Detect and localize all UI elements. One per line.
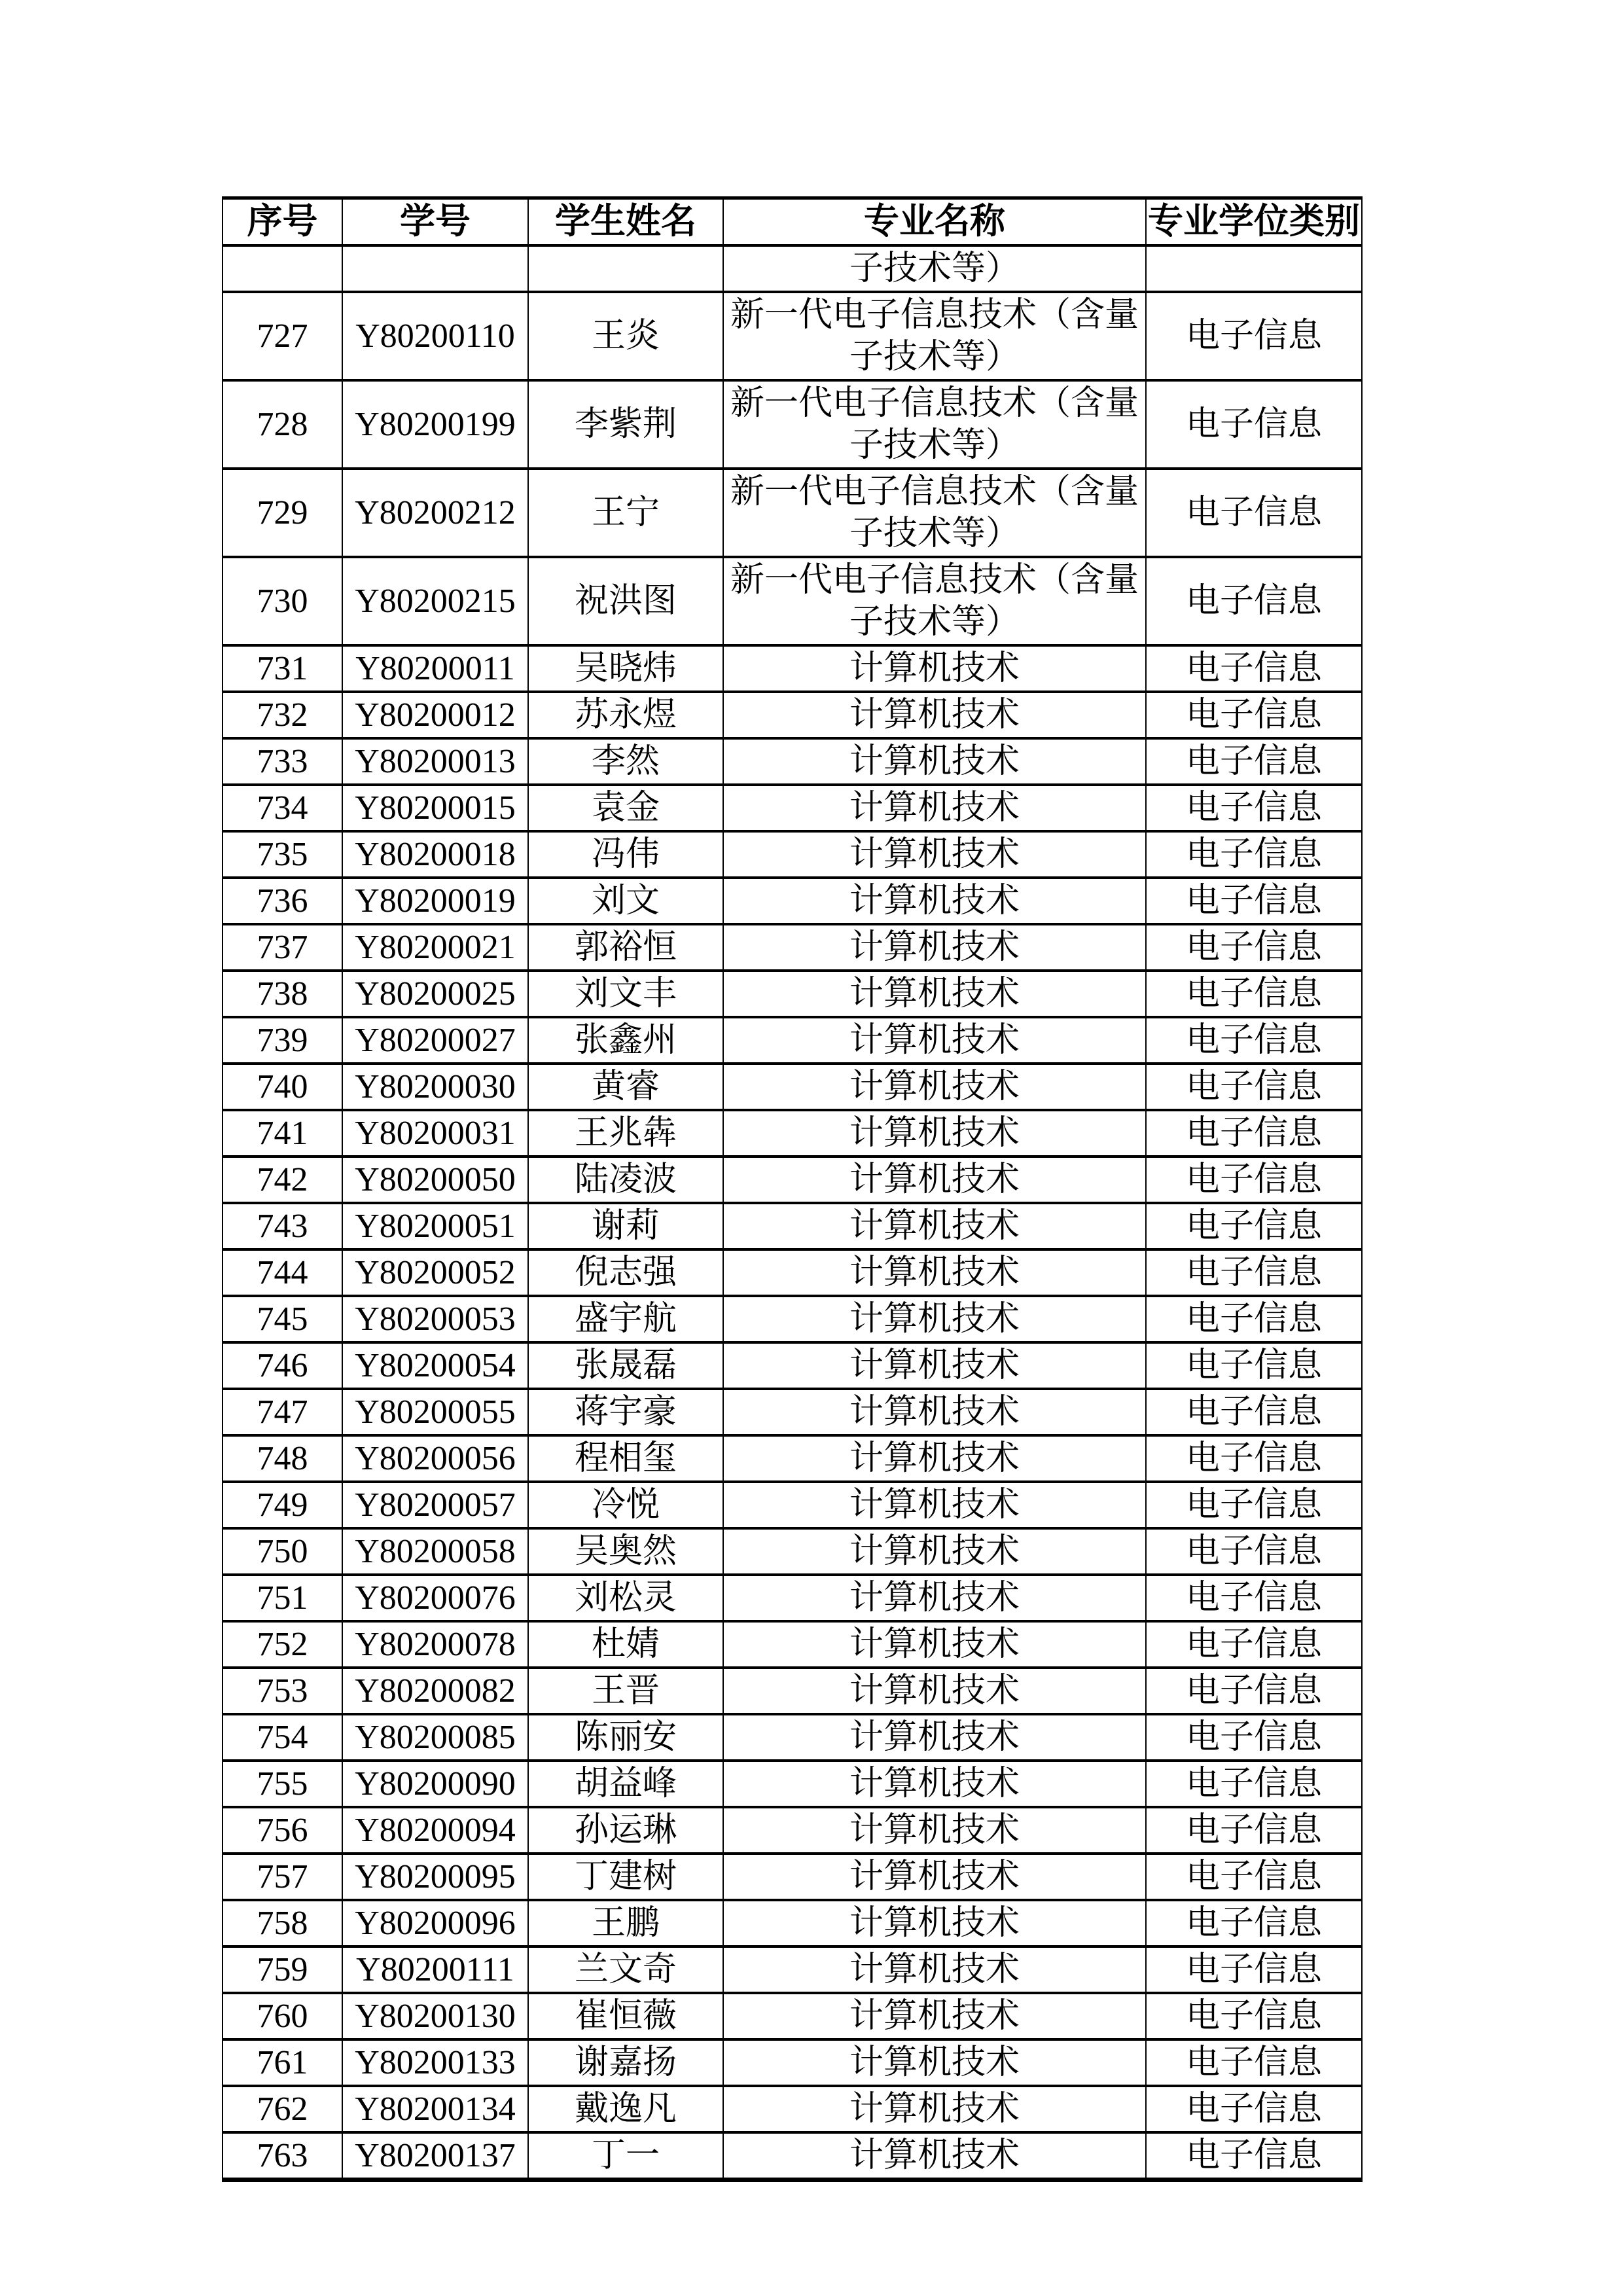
header-seq: 序号 — [223, 198, 342, 246]
cell-major: 计算机技术 — [723, 1575, 1146, 1621]
cell-category: 电子信息 — [1146, 2132, 1362, 2180]
cell-major: 新一代电子信息技术（含量子技术等） — [723, 469, 1146, 557]
cell-category: 电子信息 — [1146, 1249, 1362, 1296]
cell-category: 电子信息 — [1146, 1435, 1362, 1482]
cell-seq: 730 — [223, 557, 342, 645]
cell-category: 电子信息 — [1146, 971, 1362, 1017]
cell-category: 电子信息 — [1146, 1157, 1362, 1203]
table-row — [223, 380, 1362, 469]
cell-major: 计算机技术 — [723, 924, 1146, 971]
cell-major: 计算机技术 — [723, 1761, 1146, 1807]
cell-student-id: Y80200078 — [342, 1621, 528, 1668]
cell-student-id: Y80200018 — [342, 831, 528, 878]
cell-major: 计算机技术 — [723, 1342, 1146, 1389]
cell-seq: 762 — [223, 2086, 342, 2132]
cell-category: 电子信息 — [1146, 1761, 1362, 1807]
cell-seq: 763 — [223, 2132, 342, 2180]
cell-seq: 754 — [223, 1714, 342, 1761]
cell-major: 计算机技术 — [723, 738, 1146, 785]
cell-name: 杜婧 — [528, 1621, 723, 1668]
cell-student-id: Y80200055 — [342, 1389, 528, 1435]
header-name: 学生姓名 — [528, 198, 723, 246]
cell-student-id: Y80200050 — [342, 1157, 528, 1203]
header-student-id: 学号 — [342, 198, 528, 246]
cell-category: 电子信息 — [1146, 831, 1362, 878]
cell-category: 电子信息 — [1146, 878, 1362, 924]
cell-major: 计算机技术 — [723, 645, 1146, 692]
table-row — [223, 557, 1362, 645]
cell-category: 电子信息 — [1146, 469, 1362, 557]
header-major: 专业名称 — [723, 198, 1146, 246]
cell-category: 电子信息 — [1146, 1296, 1362, 1342]
cell-name — [528, 245, 723, 292]
cell-name: 黄睿 — [528, 1064, 723, 1110]
cell-seq: 756 — [223, 1807, 342, 1854]
cell-name: 蒋宇豪 — [528, 1389, 723, 1435]
cell-major: 计算机技术 — [723, 1993, 1146, 2039]
table-row — [223, 1296, 1362, 1342]
table-row — [223, 1807, 1362, 1854]
table-row — [223, 2086, 1362, 2132]
cell-seq: 742 — [223, 1157, 342, 1203]
cell-student-id: Y80200054 — [342, 1342, 528, 1389]
table-row — [223, 1575, 1362, 1621]
cell-category: 电子信息 — [1146, 1993, 1362, 2039]
table-header-row — [223, 198, 1362, 246]
cell-name: 刘松灵 — [528, 1575, 723, 1621]
cell-major: 计算机技术 — [723, 831, 1146, 878]
table-row — [223, 1761, 1362, 1807]
cell-seq: 750 — [223, 1528, 342, 1575]
cell-major: 计算机技术 — [723, 1110, 1146, 1157]
cell-name: 刘文 — [528, 878, 723, 924]
cell-name: 胡益峰 — [528, 1761, 723, 1807]
table-row — [223, 924, 1362, 971]
cell-student-id: Y80200090 — [342, 1761, 528, 1807]
cell-major: 计算机技术 — [723, 1064, 1146, 1110]
cell-student-id: Y80200110 — [342, 292, 528, 380]
cell-category: 电子信息 — [1146, 380, 1362, 469]
table-row — [223, 831, 1362, 878]
cell-student-id: Y80200011 — [342, 645, 528, 692]
cell-student-id: Y80200133 — [342, 2039, 528, 2086]
cell-category: 电子信息 — [1146, 1203, 1362, 1249]
cell-seq: 751 — [223, 1575, 342, 1621]
cell-category: 电子信息 — [1146, 2086, 1362, 2132]
cell-major: 计算机技术 — [723, 1435, 1146, 1482]
cell-category: 电子信息 — [1146, 692, 1362, 738]
cell-name: 丁建树 — [528, 1854, 723, 1900]
cell-student-id: Y80200094 — [342, 1807, 528, 1854]
cell-category: 电子信息 — [1146, 645, 1362, 692]
cell-seq: 744 — [223, 1249, 342, 1296]
cell-seq: 760 — [223, 1993, 342, 2039]
cell-name: 谢嘉扬 — [528, 2039, 723, 2086]
cell-seq: 743 — [223, 1203, 342, 1249]
cell-category: 电子信息 — [1146, 1110, 1362, 1157]
cell-student-id: Y80200058 — [342, 1528, 528, 1575]
cell-student-id: Y80200095 — [342, 1854, 528, 1900]
table-row — [223, 878, 1362, 924]
cell-major: 计算机技术 — [723, 1528, 1146, 1575]
cell-category: 电子信息 — [1146, 738, 1362, 785]
cell-major: 计算机技术 — [723, 2132, 1146, 2180]
cell-student-id: Y80200215 — [342, 557, 528, 645]
cell-seq: 731 — [223, 645, 342, 692]
cell-name: 苏永煜 — [528, 692, 723, 738]
cell-seq: 740 — [223, 1064, 342, 1110]
cell-seq: 755 — [223, 1761, 342, 1807]
table-row — [223, 1946, 1362, 1993]
cell-seq: 759 — [223, 1946, 342, 1993]
table-row — [223, 1854, 1362, 1900]
cell-seq: 732 — [223, 692, 342, 738]
cell-seq: 739 — [223, 1017, 342, 1064]
cell-major: 新一代电子信息技术（含量子技术等） — [723, 557, 1146, 645]
cell-student-id: Y80200076 — [342, 1575, 528, 1621]
cell-student-id: Y80200096 — [342, 1900, 528, 1946]
cell-student-id: Y80200111 — [342, 1946, 528, 1993]
cell-category: 电子信息 — [1146, 785, 1362, 831]
cell-name: 吴奥然 — [528, 1528, 723, 1575]
table-row — [223, 1017, 1362, 1064]
cell-name: 王宁 — [528, 469, 723, 557]
cell-major: 计算机技术 — [723, 1389, 1146, 1435]
cell-major: 计算机技术 — [723, 692, 1146, 738]
cell-category: 电子信息 — [1146, 2039, 1362, 2086]
cell-seq: 737 — [223, 924, 342, 971]
table-row — [223, 469, 1362, 557]
cell-major: 计算机技术 — [723, 1668, 1146, 1714]
cell-major: 计算机技术 — [723, 2039, 1146, 2086]
cell-student-id: Y80200137 — [342, 2132, 528, 2180]
cell-student-id: Y80200027 — [342, 1017, 528, 1064]
cell-major: 计算机技术 — [723, 1157, 1146, 1203]
cell-name: 程相玺 — [528, 1435, 723, 1482]
cell-category: 电子信息 — [1146, 1017, 1362, 1064]
cell-student-id: Y80200013 — [342, 738, 528, 785]
cell-major: 计算机技术 — [723, 1017, 1146, 1064]
table-row — [223, 692, 1362, 738]
table-row — [223, 971, 1362, 1017]
cell-category: 电子信息 — [1146, 1575, 1362, 1621]
cell-student-id: Y80200134 — [342, 2086, 528, 2132]
cell-major: 计算机技术 — [723, 1621, 1146, 1668]
cell-student-id: Y80200056 — [342, 1435, 528, 1482]
cell-category: 电子信息 — [1146, 1482, 1362, 1528]
table-row — [223, 1714, 1362, 1761]
cell-category: 电子信息 — [1146, 924, 1362, 971]
cell-student-id: Y80200051 — [342, 1203, 528, 1249]
cell-name: 张晟磊 — [528, 1342, 723, 1389]
cell-seq: 746 — [223, 1342, 342, 1389]
table-row — [223, 1900, 1362, 1946]
cell-name: 陆凌波 — [528, 1157, 723, 1203]
cell-student-id: Y80200130 — [342, 1993, 528, 2039]
cell-name: 冯伟 — [528, 831, 723, 878]
cell-name: 倪志强 — [528, 1249, 723, 1296]
cell-student-id: Y80200082 — [342, 1668, 528, 1714]
cell-name: 王鹏 — [528, 1900, 723, 1946]
table-row — [223, 738, 1362, 785]
table-row — [223, 245, 1362, 292]
table-row — [223, 1435, 1362, 1482]
cell-major: 计算机技术 — [723, 1296, 1146, 1342]
table-row — [223, 1993, 1362, 2039]
table-row — [223, 1203, 1362, 1249]
cell-category — [1146, 245, 1362, 292]
cell-major: 计算机技术 — [723, 1807, 1146, 1854]
cell-name: 王炎 — [528, 292, 723, 380]
table-row — [223, 1668, 1362, 1714]
cell-name: 王兆犇 — [528, 1110, 723, 1157]
table-row — [223, 1110, 1362, 1157]
cell-student-id: Y80200085 — [342, 1714, 528, 1761]
cell-student-id: Y80200057 — [342, 1482, 528, 1528]
table-row — [223, 1342, 1362, 1389]
table-header — [223, 198, 1362, 246]
cell-category: 电子信息 — [1146, 1064, 1362, 1110]
cell-seq: 728 — [223, 380, 342, 469]
cell-major: 计算机技术 — [723, 1854, 1146, 1900]
cell-student-id: Y80200025 — [342, 971, 528, 1017]
table-row — [223, 1249, 1362, 1296]
table-row — [223, 1621, 1362, 1668]
cell-major: 计算机技术 — [723, 1203, 1146, 1249]
cell-major: 计算机技术 — [723, 2086, 1146, 2132]
cell-student-id: Y80200019 — [342, 878, 528, 924]
cell-seq: 757 — [223, 1854, 342, 1900]
cell-name: 张鑫州 — [528, 1017, 723, 1064]
table-row — [223, 1064, 1362, 1110]
cell-seq: 729 — [223, 469, 342, 557]
cell-name: 袁金 — [528, 785, 723, 831]
cell-seq: 745 — [223, 1296, 342, 1342]
cell-category: 电子信息 — [1146, 1621, 1362, 1668]
table-row — [223, 785, 1362, 831]
cell-seq: 748 — [223, 1435, 342, 1482]
cell-name: 丁一 — [528, 2132, 723, 2180]
cell-student-id: Y80200052 — [342, 1249, 528, 1296]
cell-student-id: Y80200021 — [342, 924, 528, 971]
cell-name: 李紫荆 — [528, 380, 723, 469]
cell-category: 电子信息 — [1146, 1528, 1362, 1575]
table-row — [223, 1157, 1362, 1203]
cell-seq: 735 — [223, 831, 342, 878]
cell-name: 刘文丰 — [528, 971, 723, 1017]
cell-major: 新一代电子信息技术（含量子技术等） — [723, 380, 1146, 469]
cell-student-id: Y80200031 — [342, 1110, 528, 1157]
cell-student-id: Y80200199 — [342, 380, 528, 469]
cell-seq: 733 — [223, 738, 342, 785]
cell-name: 谢莉 — [528, 1203, 723, 1249]
cell-category: 电子信息 — [1146, 1807, 1362, 1854]
cell-category: 电子信息 — [1146, 292, 1362, 380]
header-category: 专业学位类别 — [1146, 198, 1362, 246]
cell-seq: 741 — [223, 1110, 342, 1157]
cell-seq: 758 — [223, 1900, 342, 1946]
cell-seq: 734 — [223, 785, 342, 831]
cell-student-id: Y80200030 — [342, 1064, 528, 1110]
student-roster-table — [222, 196, 1363, 2182]
cell-name: 兰文奇 — [528, 1946, 723, 1993]
cell-major: 新一代电子信息技术（含量子技术等） — [723, 292, 1146, 380]
cell-seq: 761 — [223, 2039, 342, 2086]
cell-major: 计算机技术 — [723, 1249, 1146, 1296]
cell-category: 电子信息 — [1146, 1946, 1362, 1993]
cell-name: 崔恒薇 — [528, 1993, 723, 2039]
cell-category: 电子信息 — [1146, 1342, 1362, 1389]
table-row — [223, 1389, 1362, 1435]
cell-category: 电子信息 — [1146, 1714, 1362, 1761]
cell-student-id — [342, 245, 528, 292]
table-row — [223, 2132, 1362, 2180]
table-row — [223, 645, 1362, 692]
cell-category: 电子信息 — [1146, 557, 1362, 645]
cell-major: 计算机技术 — [723, 1900, 1146, 1946]
cell-name: 盛宇航 — [528, 1296, 723, 1342]
table-row — [223, 2039, 1362, 2086]
cell-seq: 747 — [223, 1389, 342, 1435]
cell-category: 电子信息 — [1146, 1389, 1362, 1435]
cell-name: 陈丽安 — [528, 1714, 723, 1761]
cell-name: 冷悦 — [528, 1482, 723, 1528]
cell-major: 计算机技术 — [723, 971, 1146, 1017]
table-body — [223, 245, 1362, 2180]
cell-category: 电子信息 — [1146, 1668, 1362, 1714]
cell-name: 戴逸凡 — [528, 2086, 723, 2132]
cell-major: 计算机技术 — [723, 1482, 1146, 1528]
cell-category: 电子信息 — [1146, 1900, 1362, 1946]
table-row — [223, 292, 1362, 380]
cell-major: 计算机技术 — [723, 878, 1146, 924]
cell-name: 祝洪图 — [528, 557, 723, 645]
cell-name: 吴晓炜 — [528, 645, 723, 692]
cell-category: 电子信息 — [1146, 1854, 1362, 1900]
cell-seq: 753 — [223, 1668, 342, 1714]
cell-name: 郭裕恒 — [528, 924, 723, 971]
cell-student-id: Y80200212 — [342, 469, 528, 557]
cell-major: 子技术等） — [723, 245, 1146, 292]
cell-major: 计算机技术 — [723, 1946, 1146, 1993]
table-row — [223, 1482, 1362, 1528]
cell-seq — [223, 245, 342, 292]
cell-seq: 752 — [223, 1621, 342, 1668]
cell-seq: 749 — [223, 1482, 342, 1528]
cell-seq: 738 — [223, 971, 342, 1017]
cell-name: 王晋 — [528, 1668, 723, 1714]
cell-seq: 727 — [223, 292, 342, 380]
cell-seq: 736 — [223, 878, 342, 924]
cell-name: 孙运琳 — [528, 1807, 723, 1854]
cell-student-id: Y80200015 — [342, 785, 528, 831]
cell-major: 计算机技术 — [723, 785, 1146, 831]
cell-student-id: Y80200012 — [342, 692, 528, 738]
cell-major: 计算机技术 — [723, 1714, 1146, 1761]
cell-student-id: Y80200053 — [342, 1296, 528, 1342]
cell-name: 李然 — [528, 738, 723, 785]
table-row — [223, 1528, 1362, 1575]
